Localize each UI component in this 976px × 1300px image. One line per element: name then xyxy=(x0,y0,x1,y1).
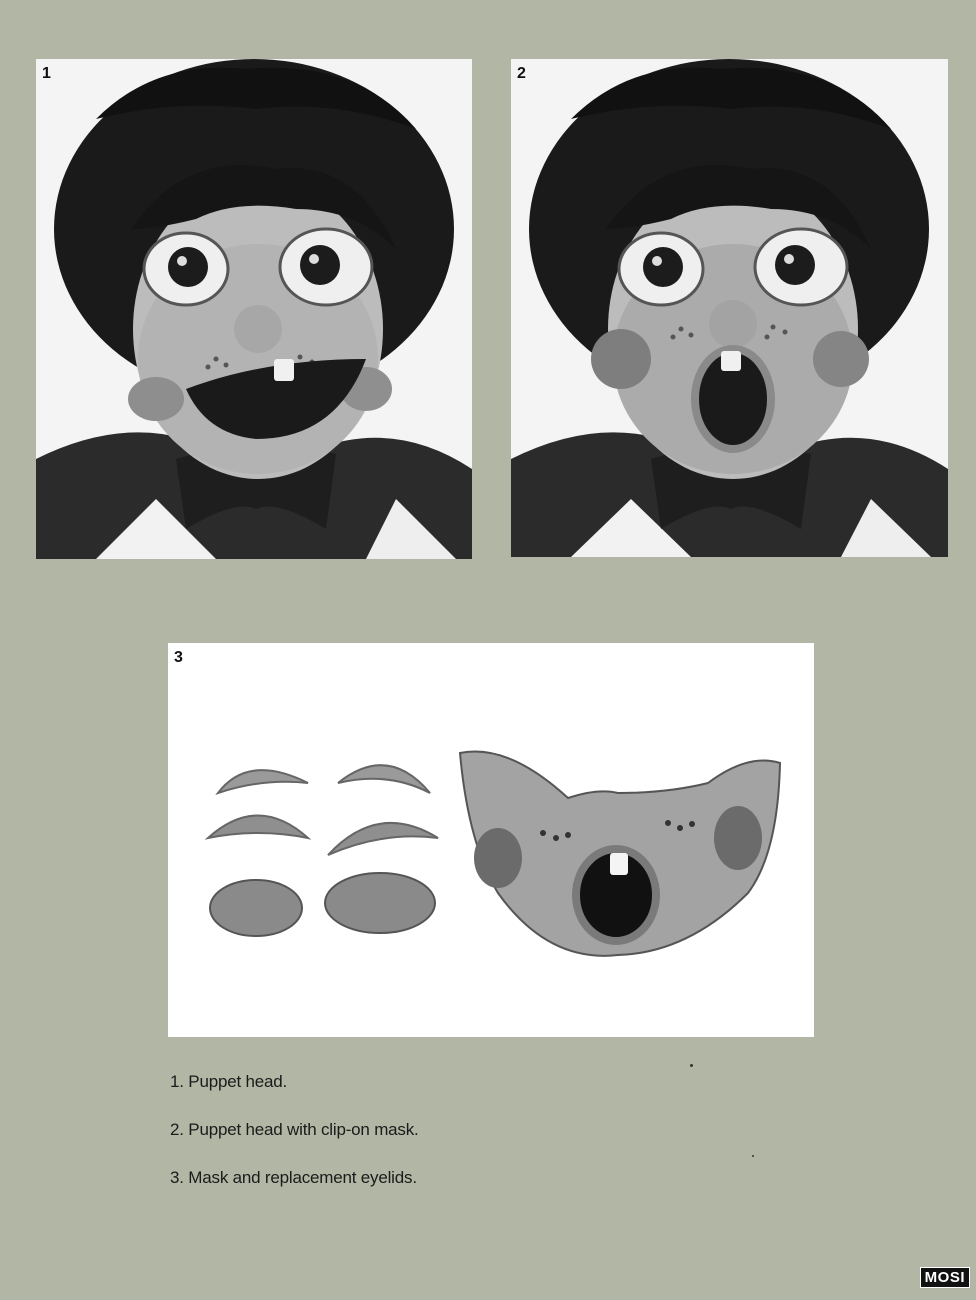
photo-number: 3 xyxy=(174,649,183,666)
caption-2: 2. Puppet head with clip-on mask. xyxy=(170,1120,419,1139)
photo-number: 2 xyxy=(517,65,526,82)
mask-and-eyelids-illustration xyxy=(168,643,814,1037)
caption-list xyxy=(170,1072,419,1216)
photo-number: 1 xyxy=(42,65,51,82)
photo-mask-and-eyelids xyxy=(168,643,814,1037)
paper-speck xyxy=(690,1064,693,1067)
caption-3: 3. Mask and replacement eyelids. xyxy=(170,1168,417,1187)
puppet-head-illustration xyxy=(36,59,472,559)
mosi-watermark-logo: MOSI xyxy=(920,1267,970,1288)
puppet-head-with-mask-illustration xyxy=(511,59,948,557)
photo-puppet-head-with-mask xyxy=(511,59,948,557)
photo-puppet-head xyxy=(36,59,472,559)
paper-speck xyxy=(752,1155,754,1157)
caption-1: 1. Puppet head. xyxy=(170,1072,288,1091)
